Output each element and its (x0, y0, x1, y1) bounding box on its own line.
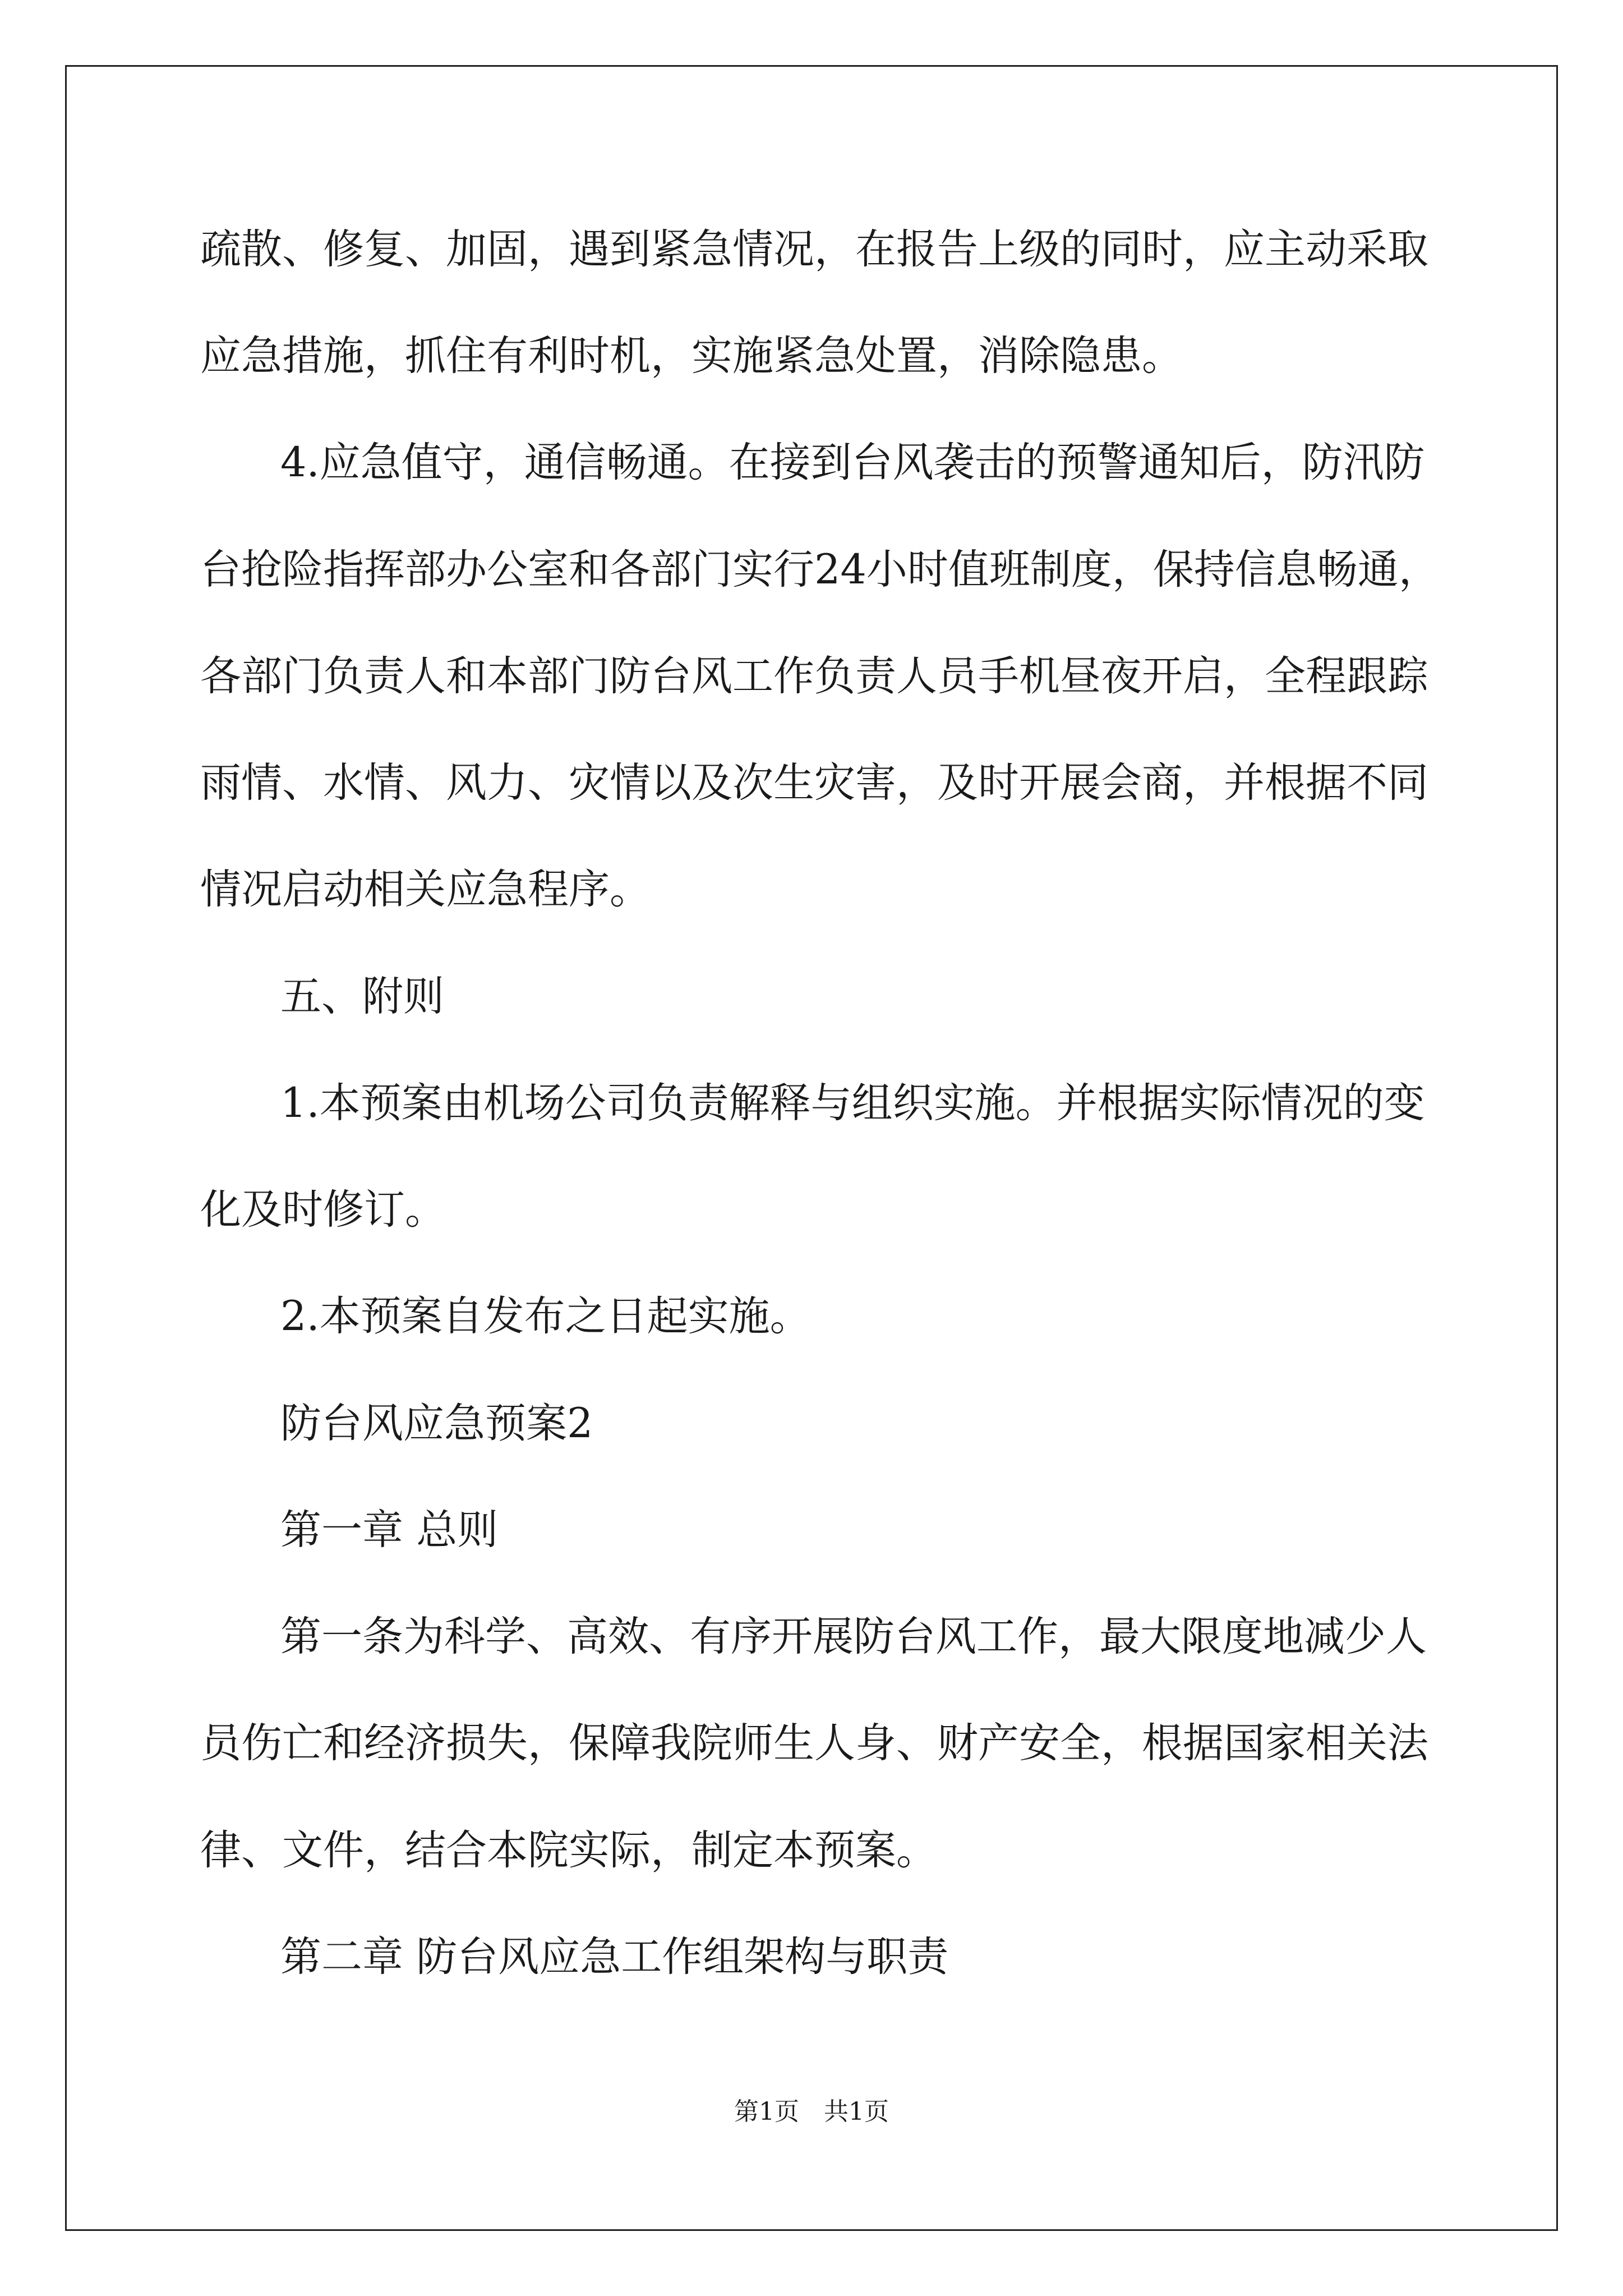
document-title: 防台风应急预案2 (280, 1400, 593, 1447)
text-line: 各部门负责人和本部门防台风工作负责人员手机昼夜开启，全程跟踪 (200, 652, 1428, 700)
chapter-heading: 第二章 防台风应急工作组架构与职责 (280, 1933, 949, 1981)
text-line: 情况启动相关应急程序。 (200, 866, 651, 913)
chapter-heading: 第一章 总则 (280, 1506, 499, 1554)
text-line: 律、文件，结合本院实际，制定本预案。 (200, 1826, 937, 1874)
text-line: 2.本预案自发布之日起实施。 (280, 1292, 811, 1340)
page-border (65, 65, 1558, 2231)
text-line: 台抢险指挥部办公室和各部门实行24小时值班制度，保持信息畅通， (200, 546, 1440, 593)
text-line: 化及时修订。 (200, 1186, 446, 1234)
text-line: 雨情、水情、风力、灾情以及次生灾害，及时开展会商，并根据不同 (200, 759, 1428, 807)
text-line: 4.应急值守，通信畅通。在接到台风袭击的预警通知后，防汛防 (280, 439, 1425, 486)
text-line: 应急措施，抓住有利时机，实施紧急处置，消除隐患。 (200, 332, 1183, 380)
text-line: 疏散、修复、加固，遇到紧急情况，在报告上级的同时，应主动采取 (200, 226, 1428, 273)
section-heading: 五、附则 (280, 973, 444, 1020)
text-line: 第一条为科学、高效、有序开展防台风工作，最大限度地减少人 (280, 1613, 1427, 1660)
text-line: 1.本预案由机场公司负责解释与组织实施。并根据实际情况的变 (280, 1079, 1425, 1127)
text-line: 员伤亡和经济损失，保障我院师生人身、财产安全，根据国家相关法 (200, 1719, 1428, 1767)
page-number-footer: 第1页 共1页 (734, 2097, 889, 2126)
